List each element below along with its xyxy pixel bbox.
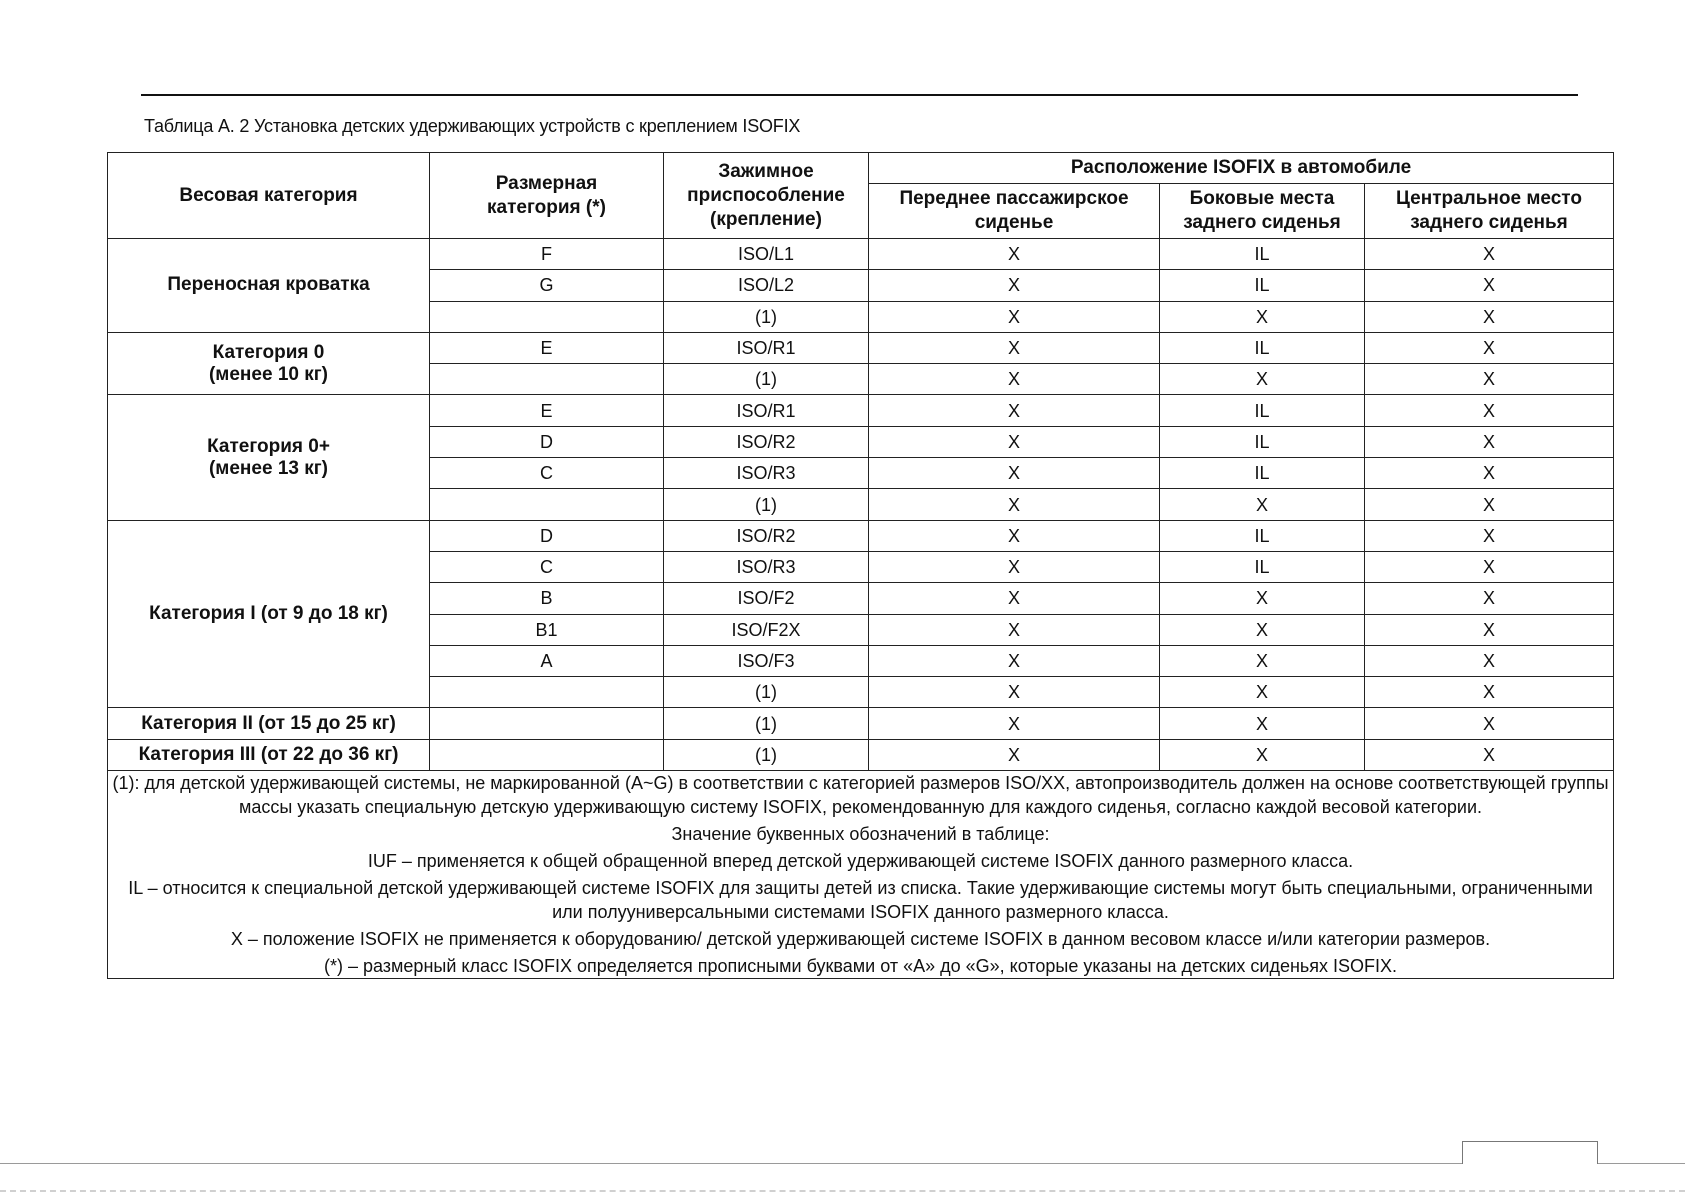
header-size-category: Размерная категория (*)	[430, 153, 664, 239]
table-row	[108, 332, 1614, 363]
table-caption: Таблица А. 2 Установка детских удерживающих устройств с креплением ISOFIX	[144, 116, 801, 136]
rear-center-cell: X	[1365, 489, 1614, 520]
fixture-cell: ISO/F2	[664, 583, 869, 614]
rear-center-cell: X	[1365, 239, 1614, 270]
note-4: IL – относится к специальной детской удерживающей системе ISOFIX для защиты детей из списка. Такие удерживающие системы могут быть специальными, ограниченными или полууниверсальными системами ISOFIX данного размерного класса.	[128, 878, 1593, 923]
rear-side-cell: IL	[1160, 426, 1365, 457]
fixture-cell: ISO/R2	[664, 426, 869, 457]
fixture-cell: (1)	[664, 739, 869, 770]
rear-side-cell: IL	[1160, 551, 1365, 582]
weight-category-cell: Категория II (от 15 до 25 кг)	[108, 708, 430, 739]
size-category-cell: D	[430, 426, 664, 457]
rear-side-cell: IL	[1160, 332, 1365, 363]
front-seat-cell: X	[869, 426, 1160, 457]
header-weight-category: Весовая категория	[108, 153, 430, 239]
rear-center-cell: X	[1365, 520, 1614, 551]
front-seat-cell: X	[869, 489, 1160, 520]
fixture-cell: (1)	[664, 489, 869, 520]
rear-center-cell: X	[1365, 551, 1614, 582]
front-seat-cell: X	[869, 583, 1160, 614]
rear-center-cell: X	[1365, 583, 1614, 614]
table-row	[108, 708, 1614, 739]
note-5: X – положение ISOFIX не применяется к оборудованию/ детской удерживающей системе ISOFIX в данном весовом классе и/или категории размеров.	[230, 929, 1491, 950]
front-seat-cell: X	[869, 364, 1160, 395]
size-category-cell: E	[430, 332, 664, 363]
rear-side-cell: IL	[1160, 520, 1365, 551]
size-category-cell	[430, 364, 664, 395]
rear-side-cell: X	[1160, 708, 1365, 739]
rear-side-cell: X	[1160, 489, 1365, 520]
front-seat-cell: X	[869, 395, 1160, 426]
front-seat-cell: X	[869, 332, 1160, 363]
front-seat-cell: X	[869, 239, 1160, 270]
table-row	[108, 239, 1614, 270]
fixture-cell: (1)	[664, 708, 869, 739]
rear-center-cell: X	[1365, 614, 1614, 645]
fixture-cell: ISO/L1	[664, 239, 869, 270]
size-category-cell: C	[430, 551, 664, 582]
weight-category-cell: Переносная кроватка	[108, 239, 430, 333]
note-6: (*) – размерный класс ISOFIX определяется прописными буквами от «A» до «G», которые указаны на детских сиденьях ISOFIX.	[323, 956, 1398, 977]
isofix-table	[107, 152, 1614, 979]
rear-center-cell: X	[1365, 301, 1614, 332]
fixture-cell: ISO/R3	[664, 458, 869, 489]
size-category-cell	[430, 739, 664, 770]
size-category-cell: C	[430, 458, 664, 489]
rear-side-cell: X	[1160, 739, 1365, 770]
size-category-cell: D	[430, 520, 664, 551]
fixture-cell: ISO/R3	[664, 551, 869, 582]
front-seat-cell: X	[869, 458, 1160, 489]
rear-side-cell: X	[1160, 583, 1365, 614]
rear-side-cell: X	[1160, 301, 1365, 332]
rear-side-cell: IL	[1160, 395, 1365, 426]
front-seat-cell: X	[869, 520, 1160, 551]
rear-side-cell: IL	[1160, 458, 1365, 489]
size-category-cell: E	[430, 395, 664, 426]
table-row	[108, 395, 1614, 426]
note-1: (1): для детской удерживающей системы, не маркированной (A~G) в соответствии с категорией размеров ISO/XX, автопроизводитель должен на основе соответствующей группы массы указать специальную детскую удерживающую систему ISOFIX, рекомендованную для каждого сиденья, согласно каждой весовой категории.	[112, 773, 1609, 818]
page-number-tab	[1462, 1141, 1598, 1164]
rear-side-cell: X	[1160, 645, 1365, 676]
weight-category-cell: Категория 0+ (менее 13 кг)	[108, 395, 430, 520]
size-category-cell	[430, 489, 664, 520]
weight-category-cell: Категория III (от 22 до 36 кг)	[108, 739, 430, 770]
table-row	[108, 739, 1614, 770]
fixture-cell: ISO/F3	[664, 645, 869, 676]
rear-side-cell: IL	[1160, 239, 1365, 270]
weight-category-cell: Категория I (от 9 до 18 кг)	[108, 520, 430, 708]
front-seat-cell: X	[869, 551, 1160, 582]
fixture-cell: (1)	[664, 677, 869, 708]
fixture-cell: (1)	[664, 364, 869, 395]
header-rule	[141, 94, 1578, 96]
weight-category-cell: Категория 0 (менее 10 кг)	[108, 332, 430, 395]
size-category-cell	[430, 708, 664, 739]
front-seat-cell: X	[869, 270, 1160, 301]
rear-center-cell: X	[1365, 645, 1614, 676]
rear-side-cell: IL	[1160, 270, 1365, 301]
rear-center-cell: X	[1365, 677, 1614, 708]
front-seat-cell: X	[869, 614, 1160, 645]
front-seat-cell: X	[869, 708, 1160, 739]
rear-center-cell: X	[1365, 739, 1614, 770]
footer-rule	[0, 1163, 1685, 1164]
size-category-cell: G	[430, 270, 664, 301]
fixture-cell: ISO/R1	[664, 395, 869, 426]
front-seat-cell: X	[869, 301, 1160, 332]
rear-center-cell: X	[1365, 364, 1614, 395]
header-front-seat: Переднее пассажирское сиденье	[869, 184, 1160, 239]
rear-side-cell: X	[1160, 364, 1365, 395]
rear-side-cell: X	[1160, 614, 1365, 645]
size-category-cell: F	[430, 239, 664, 270]
header-rear-side-seats: Боковые места заднего сиденья	[1160, 184, 1365, 239]
header-rear-center-seat: Центральное место заднего сиденья	[1365, 184, 1614, 239]
fixture-cell: ISO/L2	[664, 270, 869, 301]
table-notes	[108, 771, 1614, 979]
size-category-cell: B	[430, 583, 664, 614]
fixture-cell: ISO/R1	[664, 332, 869, 363]
rear-center-cell: X	[1365, 426, 1614, 457]
size-category-cell	[430, 301, 664, 332]
note-3: IUF – применяется к общей обращенной вперед детской удерживающей системе ISOFIX данного размерного класса.	[367, 851, 1354, 872]
note-2: Значение буквенных обозначений в таблице:	[671, 824, 1050, 845]
front-seat-cell: X	[869, 739, 1160, 770]
table-row	[108, 520, 1614, 551]
front-seat-cell: X	[869, 645, 1160, 676]
rear-center-cell: X	[1365, 270, 1614, 301]
header-isofix-location: Расположение ISOFIX в автомобиле	[869, 153, 1614, 184]
rear-center-cell: X	[1365, 395, 1614, 426]
rear-center-cell: X	[1365, 458, 1614, 489]
size-category-cell	[430, 677, 664, 708]
size-category-cell: A	[430, 645, 664, 676]
fixture-cell: ISO/F2X	[664, 614, 869, 645]
front-seat-cell: X	[869, 677, 1160, 708]
rear-side-cell: X	[1160, 677, 1365, 708]
size-category-cell: B1	[430, 614, 664, 645]
rear-center-cell: X	[1365, 332, 1614, 363]
rear-center-cell: X	[1365, 708, 1614, 739]
header-fixture: Зажимное приспособление (крепление)	[664, 153, 869, 239]
fixture-cell: ISO/R2	[664, 520, 869, 551]
fixture-cell: (1)	[664, 301, 869, 332]
table-body	[108, 239, 1614, 771]
